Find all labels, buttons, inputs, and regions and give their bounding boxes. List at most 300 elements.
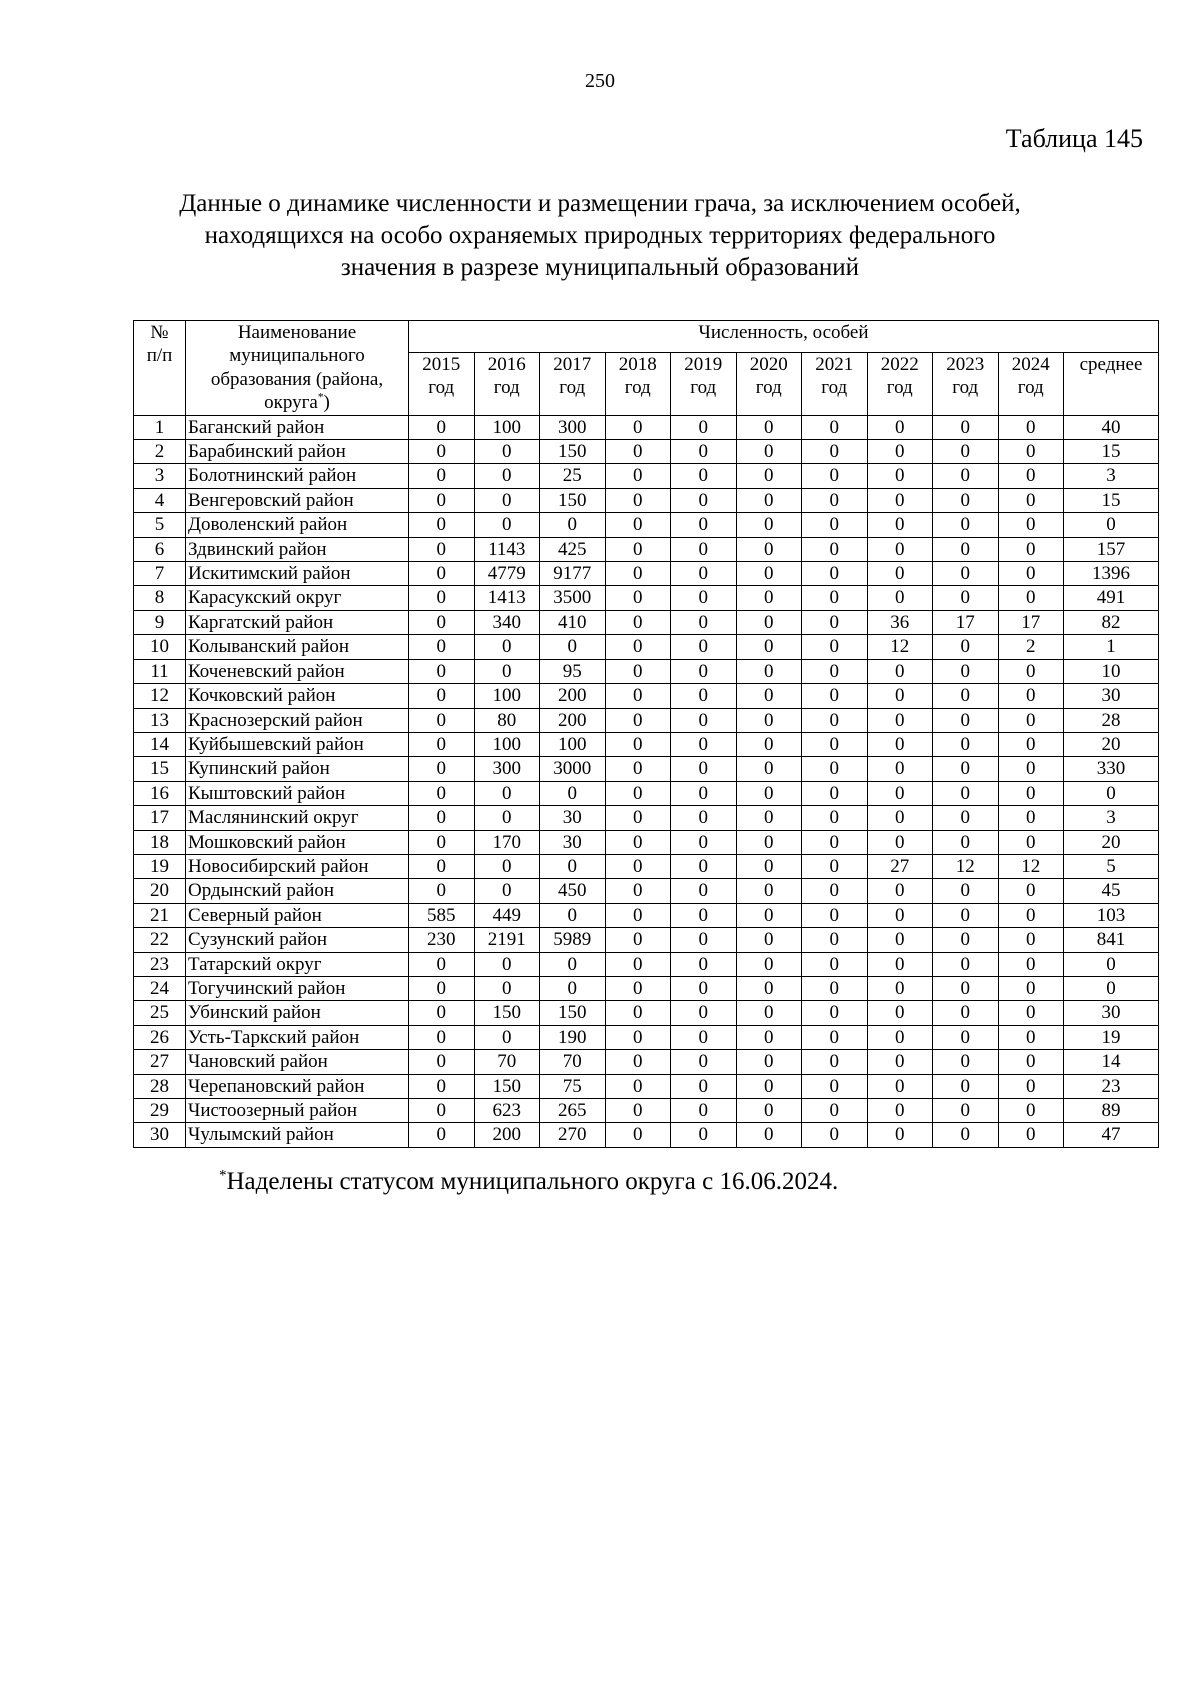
year-value: 0 xyxy=(998,440,1064,464)
year-value: 0 xyxy=(736,610,802,634)
year-value: 0 xyxy=(409,562,475,586)
year-value: 0 xyxy=(998,952,1064,976)
header-number xyxy=(134,321,186,416)
year-value: 100 xyxy=(540,732,606,756)
row-number: 26 xyxy=(134,1025,186,1049)
municipality-name: Новосибирский район xyxy=(186,854,409,878)
year-value: 0 xyxy=(802,732,868,756)
average-value: 20 xyxy=(1064,732,1159,756)
row-number: 3 xyxy=(134,464,186,488)
year-value: 0 xyxy=(736,586,802,610)
year-value: 0 xyxy=(998,513,1064,537)
year-value: 0 xyxy=(933,781,999,805)
average-value: 0 xyxy=(1064,952,1159,976)
header-municipality xyxy=(186,321,409,416)
row-number: 14 xyxy=(134,732,186,756)
municipality-name: Татарский округ xyxy=(186,952,409,976)
year-value: 0 xyxy=(409,415,475,439)
year-value: 0 xyxy=(998,659,1064,683)
municipality-name: Искитимский район xyxy=(186,562,409,586)
table-row xyxy=(134,1025,1159,1049)
year-value: 1413 xyxy=(474,586,540,610)
year-value: 0 xyxy=(671,976,737,1000)
year-value: 0 xyxy=(867,1123,933,1147)
year-value: 0 xyxy=(671,708,737,732)
year-value: 0 xyxy=(933,708,999,732)
year-value: 0 xyxy=(409,513,475,537)
year-value: 0 xyxy=(671,415,737,439)
row-number: 2 xyxy=(134,440,186,464)
row-number: 5 xyxy=(134,513,186,537)
row-number: 18 xyxy=(134,830,186,854)
header-population-group: Численность, особей xyxy=(409,321,1159,353)
year-value: 0 xyxy=(736,732,802,756)
year-value: 4779 xyxy=(474,562,540,586)
year-value: 17 xyxy=(998,610,1064,634)
year-value: 0 xyxy=(409,659,475,683)
year-value: 0 xyxy=(671,659,737,683)
row-number: 12 xyxy=(134,684,186,708)
municipality-name: Краснозерский район xyxy=(186,708,409,732)
year-value: 0 xyxy=(933,586,999,610)
municipality-name: Чистоозерный район xyxy=(186,1099,409,1123)
header-average: среднее xyxy=(1064,352,1159,415)
year-value: 0 xyxy=(671,586,737,610)
year-value: 0 xyxy=(671,854,737,878)
table-row xyxy=(134,854,1159,878)
year-value: 0 xyxy=(736,952,802,976)
year-value: 3000 xyxy=(540,757,606,781)
year-value: 0 xyxy=(474,976,540,1000)
year-value: 0 xyxy=(933,488,999,512)
year-value: 0 xyxy=(867,879,933,903)
year-value: 100 xyxy=(474,732,540,756)
year-value: 0 xyxy=(933,757,999,781)
year-value: 0 xyxy=(736,708,802,732)
municipality-name: Куйбышевский район xyxy=(186,732,409,756)
year-value: 0 xyxy=(409,1074,475,1098)
average-value: 15 xyxy=(1064,440,1159,464)
year-value: 0 xyxy=(736,806,802,830)
year-value: 0 xyxy=(933,1074,999,1098)
municipality-name: Мошковский район xyxy=(186,830,409,854)
header-row xyxy=(134,321,1159,353)
year-value: 150 xyxy=(474,1001,540,1025)
year-value: 100 xyxy=(474,684,540,708)
year-value: 0 xyxy=(605,513,671,537)
table-row xyxy=(134,1050,1159,1074)
year-value: 0 xyxy=(736,854,802,878)
year-value: 0 xyxy=(867,976,933,1000)
year-value: 0 xyxy=(867,1074,933,1098)
year-value: 0 xyxy=(605,464,671,488)
year-value: 0 xyxy=(409,879,475,903)
year-value: 265 xyxy=(540,1099,606,1123)
year-value: 0 xyxy=(671,562,737,586)
year-value: 0 xyxy=(933,879,999,903)
table-row xyxy=(134,952,1159,976)
average-value: 491 xyxy=(1064,586,1159,610)
year-value: 0 xyxy=(867,659,933,683)
year-value: 0 xyxy=(605,806,671,830)
year-value: 0 xyxy=(736,659,802,683)
table-row xyxy=(134,1001,1159,1025)
year-value: 0 xyxy=(802,1050,868,1074)
year-value: 0 xyxy=(736,562,802,586)
year-value: 0 xyxy=(998,1099,1064,1123)
table-row xyxy=(134,708,1159,732)
year-value: 0 xyxy=(474,488,540,512)
year-value: 0 xyxy=(802,708,868,732)
year-value: 0 xyxy=(605,1001,671,1025)
year-value: 0 xyxy=(998,1074,1064,1098)
year-value: 0 xyxy=(736,537,802,561)
year-value: 0 xyxy=(933,1001,999,1025)
year-value: 150 xyxy=(540,488,606,512)
header-year: 2019 год xyxy=(671,352,737,415)
footnote xyxy=(219,1168,838,1196)
year-value: 12 xyxy=(998,854,1064,878)
year-value: 0 xyxy=(474,513,540,537)
year-value: 0 xyxy=(605,684,671,708)
year-value: 0 xyxy=(671,537,737,561)
row-number: 8 xyxy=(134,586,186,610)
table-body xyxy=(134,415,1159,1147)
year-value: 0 xyxy=(605,659,671,683)
table-row xyxy=(134,488,1159,512)
year-value: 2 xyxy=(998,635,1064,659)
year-value: 0 xyxy=(409,1025,475,1049)
year-value: 0 xyxy=(605,903,671,927)
table-row xyxy=(134,1123,1159,1147)
header-year: 2015 год xyxy=(409,352,475,415)
year-value: 0 xyxy=(867,684,933,708)
year-value: 0 xyxy=(867,708,933,732)
year-value: 0 xyxy=(409,1123,475,1147)
row-number: 16 xyxy=(134,781,186,805)
year-value: 0 xyxy=(998,781,1064,805)
year-value: 0 xyxy=(474,806,540,830)
table-row xyxy=(134,610,1159,634)
year-value: 0 xyxy=(736,464,802,488)
row-number: 19 xyxy=(134,854,186,878)
year-value: 0 xyxy=(540,976,606,1000)
year-value: 0 xyxy=(409,952,475,976)
year-value: 0 xyxy=(998,415,1064,439)
municipality-name: Чулымский район xyxy=(186,1123,409,1147)
year-value: 0 xyxy=(605,1099,671,1123)
year-value: 0 xyxy=(998,928,1064,952)
municipality-name: Купинский район xyxy=(186,757,409,781)
year-value: 0 xyxy=(605,1050,671,1074)
year-value: 0 xyxy=(998,976,1064,1000)
year-value: 0 xyxy=(474,659,540,683)
year-value: 0 xyxy=(802,586,868,610)
year-value: 0 xyxy=(409,684,475,708)
year-value: 25 xyxy=(540,464,606,488)
year-value: 0 xyxy=(867,488,933,512)
year-value: 0 xyxy=(671,879,737,903)
row-number: 9 xyxy=(134,610,186,634)
population-table xyxy=(133,320,1159,1148)
year-value: 70 xyxy=(540,1050,606,1074)
header-number-line: п/п xyxy=(146,345,173,367)
year-value: 0 xyxy=(605,830,671,854)
title-line: Данные о динамике численности и размещении грача, за исключением особей, xyxy=(179,190,1021,217)
year-value: 0 xyxy=(409,1001,475,1025)
year-value: 0 xyxy=(998,879,1064,903)
year-value: 0 xyxy=(998,586,1064,610)
year-value: 0 xyxy=(933,415,999,439)
year-value: 0 xyxy=(736,976,802,1000)
table-row xyxy=(134,635,1159,659)
header-name-close: ) xyxy=(323,392,330,414)
header-number-line: № xyxy=(150,322,169,343)
average-value: 14 xyxy=(1064,1050,1159,1074)
year-value: 0 xyxy=(671,1123,737,1147)
year-value: 150 xyxy=(474,1074,540,1098)
year-value: 0 xyxy=(998,1050,1064,1074)
year-value: 0 xyxy=(409,708,475,732)
average-value: 19 xyxy=(1064,1025,1159,1049)
year-value: 0 xyxy=(671,440,737,464)
year-value: 0 xyxy=(605,879,671,903)
year-value: 0 xyxy=(474,464,540,488)
year-value: 0 xyxy=(867,732,933,756)
year-value: 0 xyxy=(802,562,868,586)
header-name-line: муниципального xyxy=(229,345,365,367)
year-value: 0 xyxy=(605,732,671,756)
year-value: 0 xyxy=(409,1050,475,1074)
year-value: 0 xyxy=(802,1025,868,1049)
year-value: 0 xyxy=(671,1025,737,1049)
year-value: 0 xyxy=(867,781,933,805)
year-value: 0 xyxy=(867,806,933,830)
average-value: 1396 xyxy=(1064,562,1159,586)
year-value: 0 xyxy=(409,586,475,610)
year-value: 0 xyxy=(867,537,933,561)
year-value: 623 xyxy=(474,1099,540,1123)
table-row xyxy=(134,659,1159,683)
header-name-line: Наименование xyxy=(237,322,357,343)
table-row xyxy=(134,586,1159,610)
header-name-okruga: округа xyxy=(264,392,318,414)
year-value: 0 xyxy=(802,806,868,830)
table-row xyxy=(134,415,1159,439)
year-value: 425 xyxy=(540,537,606,561)
year-value: 200 xyxy=(540,684,606,708)
year-value: 0 xyxy=(933,464,999,488)
year-value: 0 xyxy=(802,1123,868,1147)
average-value: 28 xyxy=(1064,708,1159,732)
year-value: 300 xyxy=(474,757,540,781)
year-value: 0 xyxy=(605,757,671,781)
year-value: 0 xyxy=(671,928,737,952)
municipality-name: Коченевский район xyxy=(186,659,409,683)
table-row xyxy=(134,928,1159,952)
table-row xyxy=(134,513,1159,537)
year-value: 0 xyxy=(671,757,737,781)
year-value: 0 xyxy=(867,903,933,927)
year-value: 0 xyxy=(802,464,868,488)
table-row xyxy=(134,537,1159,561)
year-value: 0 xyxy=(605,976,671,1000)
table-row xyxy=(134,1099,1159,1123)
municipality-name: Чановский район xyxy=(186,1050,409,1074)
year-value: 0 xyxy=(409,976,475,1000)
year-value: 0 xyxy=(933,976,999,1000)
year-value: 0 xyxy=(671,464,737,488)
municipality-name: Колыванский район xyxy=(186,635,409,659)
year-value: 0 xyxy=(474,781,540,805)
municipality-name: Маслянинский округ xyxy=(186,806,409,830)
year-value: 0 xyxy=(409,854,475,878)
year-value: 0 xyxy=(867,1001,933,1025)
year-value: 0 xyxy=(409,464,475,488)
average-value: 103 xyxy=(1064,903,1159,927)
year-value: 5989 xyxy=(540,928,606,952)
municipality-name: Ордынский район xyxy=(186,879,409,903)
year-value: 27 xyxy=(867,854,933,878)
row-number: 10 xyxy=(134,635,186,659)
year-value: 0 xyxy=(736,1074,802,1098)
year-value: 0 xyxy=(605,928,671,952)
municipality-name: Баганский район xyxy=(186,415,409,439)
year-value: 100 xyxy=(474,415,540,439)
year-value: 0 xyxy=(998,806,1064,830)
year-value: 0 xyxy=(998,830,1064,854)
year-value: 0 xyxy=(998,488,1064,512)
table-row xyxy=(134,464,1159,488)
year-value: 0 xyxy=(409,537,475,561)
year-value: 3500 xyxy=(540,586,606,610)
year-value: 340 xyxy=(474,610,540,634)
year-value: 0 xyxy=(605,635,671,659)
header-year: 2020 год xyxy=(736,352,802,415)
year-value: 0 xyxy=(933,928,999,952)
year-value: 0 xyxy=(802,659,868,683)
table-row xyxy=(134,781,1159,805)
year-value: 0 xyxy=(671,952,737,976)
year-value: 150 xyxy=(540,440,606,464)
municipality-name: Убинский район xyxy=(186,1001,409,1025)
year-value: 0 xyxy=(736,1001,802,1025)
table-row xyxy=(134,732,1159,756)
year-value: 0 xyxy=(998,708,1064,732)
average-value: 47 xyxy=(1064,1123,1159,1147)
year-value: 0 xyxy=(802,879,868,903)
municipality-name: Кочковский район xyxy=(186,684,409,708)
year-value: 585 xyxy=(409,903,475,927)
average-value: 30 xyxy=(1064,684,1159,708)
year-value: 0 xyxy=(933,732,999,756)
municipality-name: Доволенский район xyxy=(186,513,409,537)
municipality-name: Каргатский район xyxy=(186,610,409,634)
year-value: 410 xyxy=(540,610,606,634)
municipality-name: Венгеровский район xyxy=(186,488,409,512)
year-value: 0 xyxy=(867,415,933,439)
year-value: 0 xyxy=(540,635,606,659)
year-value: 0 xyxy=(867,440,933,464)
year-value: 0 xyxy=(736,684,802,708)
year-value: 17 xyxy=(933,610,999,634)
year-value: 12 xyxy=(933,854,999,878)
year-value: 0 xyxy=(540,854,606,878)
year-value: 95 xyxy=(540,659,606,683)
year-value: 0 xyxy=(409,488,475,512)
average-value: 1 xyxy=(1064,635,1159,659)
average-value: 40 xyxy=(1064,415,1159,439)
header-name-line: образования (района, xyxy=(210,368,384,390)
year-value: 0 xyxy=(802,903,868,927)
municipality-name: Сузунский район xyxy=(186,928,409,952)
year-value: 0 xyxy=(867,586,933,610)
year-value: 80 xyxy=(474,708,540,732)
year-value: 0 xyxy=(867,562,933,586)
year-value: 1143 xyxy=(474,537,540,561)
table-row xyxy=(134,879,1159,903)
row-number: 15 xyxy=(134,757,186,781)
year-value: 0 xyxy=(933,659,999,683)
year-value: 0 xyxy=(736,1099,802,1123)
table-row xyxy=(134,684,1159,708)
year-value: 0 xyxy=(802,513,868,537)
year-value: 0 xyxy=(933,903,999,927)
year-value: 0 xyxy=(736,830,802,854)
year-value: 0 xyxy=(802,928,868,952)
year-value: 0 xyxy=(802,1001,868,1025)
municipality-name: Болотнинский район xyxy=(186,464,409,488)
year-value: 0 xyxy=(933,562,999,586)
year-value: 0 xyxy=(474,635,540,659)
row-number: 27 xyxy=(134,1050,186,1074)
municipality-name: Карасукский округ xyxy=(186,586,409,610)
year-value: 0 xyxy=(605,488,671,512)
year-value: 0 xyxy=(867,928,933,952)
year-value: 0 xyxy=(671,806,737,830)
table-row xyxy=(134,757,1159,781)
year-value: 0 xyxy=(671,830,737,854)
row-number: 7 xyxy=(134,562,186,586)
year-value: 450 xyxy=(540,879,606,903)
year-value: 170 xyxy=(474,830,540,854)
year-value: 0 xyxy=(474,440,540,464)
year-value: 30 xyxy=(540,830,606,854)
year-value: 0 xyxy=(802,976,868,1000)
average-value: 5 xyxy=(1064,854,1159,878)
year-value: 0 xyxy=(671,1074,737,1098)
year-value: 0 xyxy=(802,781,868,805)
page-number: 250 xyxy=(585,70,615,92)
year-value: 0 xyxy=(802,1074,868,1098)
year-value: 0 xyxy=(933,952,999,976)
year-value: 0 xyxy=(933,635,999,659)
row-number: 1 xyxy=(134,415,186,439)
row-number: 28 xyxy=(134,1074,186,1098)
average-value: 841 xyxy=(1064,928,1159,952)
year-value: 0 xyxy=(671,684,737,708)
year-value: 0 xyxy=(605,415,671,439)
row-number: 17 xyxy=(134,806,186,830)
year-value: 0 xyxy=(998,562,1064,586)
year-value: 200 xyxy=(474,1123,540,1147)
municipality-name: Черепановский район xyxy=(186,1074,409,1098)
year-value: 0 xyxy=(867,1025,933,1049)
table-label: Таблица 145 xyxy=(1005,124,1143,153)
year-value: 0 xyxy=(998,757,1064,781)
year-value: 150 xyxy=(540,1001,606,1025)
average-value: 20 xyxy=(1064,830,1159,854)
